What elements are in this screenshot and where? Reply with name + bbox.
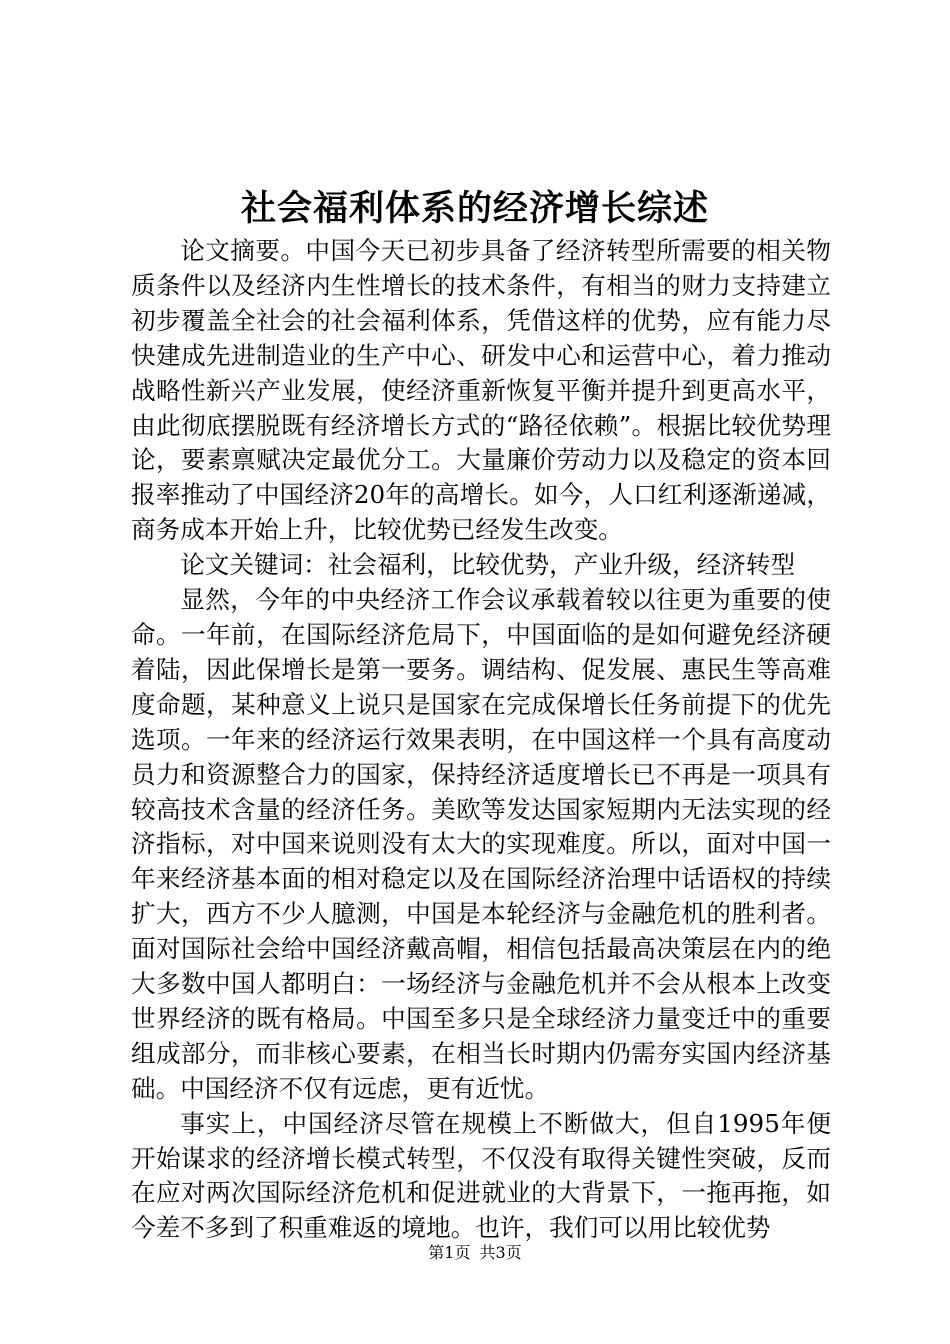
page-footer [0, 1242, 950, 1264]
document-body [131, 234, 831, 1246]
body-paragraph: 事实上，中国经济尽管在规模上不断做大，但自1995年便开始谋求的经济增长模式转型，不仅没有取得关键性突破，反而在应对两次国际经济危机和促进就业的大背景下，一拖再拖，如今差不多到了积重难返的境地。也许，我们可以用比较优势 [131, 1108, 831, 1243]
body-paragraph: 显然，今年的中央经济工作会议承载着较以往更为重要的使命。一年前，在国际经济危局下，中国面临的是如何避免经济硬着陆，因此保增长是第一要务。调结构、促发展、惠民生等高难度命题，某种意义上说只是国家在完成保增长任务前提下的优先选项。一年来的经济运行效果表明，在中国这样一个具有高度动员力和资源整合力的国家，保持经济适度增长已不再是一项具有较高技术含量的经济任务。美欧等发达国家短期内无法实现的经济指标，对中国来说则没有太大的实现难度。所以，面对中国一年来经济基本面的相对稳定以及在国际经济治理中话语权的持续扩大，西方不少人臆测，中国是本轮经济与金融危机的胜利者。面对国际社会给中国经济戴高帽，相信包括最高决策层在内的绝大多数中国人都明白：一场经济与金融危机并不会从根本上改变世界经济的既有格局。中国至多只是全球经济力量变迁中的重要组成部分，而非核心要素，在相当长时期内仍需夯实国内经济基础。中国经济不仅有远虑，更有近忧。 [131, 585, 831, 1103]
page-number: 第1页 [428, 1243, 471, 1262]
page-title: 社会福利体系的经济增长综述 [240, 188, 709, 229]
abstract-paragraph: 论文摘要。中国今天已初步具备了经济转型所需要的相关物质条件以及经济内生性增长的技术条件，有相当的财力支持建立初步覆盖全社会的社会福利体系，凭借这样的优势，应有能力尽快建成先进制造业的生产中心、研发中心和运营中心，着力推动战略性新兴产业发展，使经济重新恢复平衡并提升到更高水平，由此彻底摆脱既有经济增长方式的“路径依赖”。根据比较优势理论，要素禀赋决定最优分工。大量廉价劳动力以及稳定的资本回报率推动了中国经济20年的高增长。如今，人口红利逐渐递减，商务成本开始上升，比较优势已经发生改变。 [131, 236, 831, 545]
page-total: 共3页 [479, 1243, 522, 1262]
keywords-paragraph: 论文关键词：社会福利，比较优势，产业升级，经济转型 [180, 550, 796, 580]
